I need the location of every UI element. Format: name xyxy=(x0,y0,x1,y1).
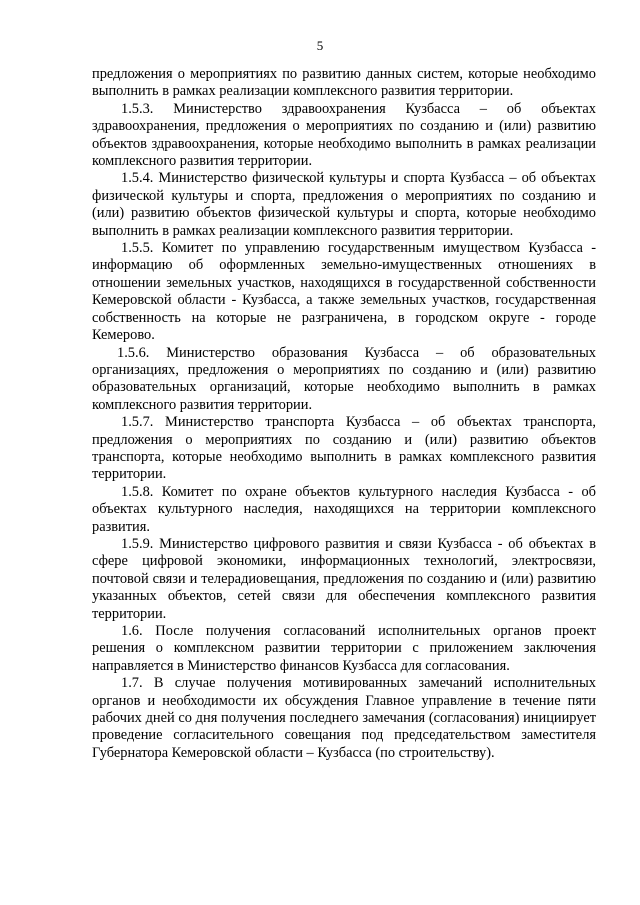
paragraph-1-5-3: 1.5.3. Министерство здравоохранения Кузбасса – об объектах здравоохранения, предложения о мероприятиях по созданию и (или) развитию объектов здравоохранения, которые необходимо выполнить в рамках реализации комплексного развития территории. xyxy=(92,100,596,170)
paragraph-1-5-6: 1.5.6. Министерство образования Кузбасса – об образовательных организациях, предложения о мероприятиях по созданию и (или) развитию образовательных организаций, которые необходимо выполнить в рамках комплексного развития территории. xyxy=(92,344,596,413)
page-number: 5 xyxy=(316,38,324,53)
paragraph-continuation: предложения о мероприятиях по развитию данных систем, которые необходимо выполнить в рамках реализации комплексного развития территории. xyxy=(92,66,596,100)
paragraph-1-5-8: 1.5.8. Комитет по охране объектов культурного наследия Кузбасса - об объектах культурного наследия, находящихся на территории комплексного развития. xyxy=(92,483,596,535)
paragraph-1-5-9: 1.5.9. Министерство цифрового развития и связи Кузбасса - об объектах в сфере цифровой экономики, информационных технологий, электросвязи, почтовой связи и телерадиовещания, предложения по созданию и (или) развитию указанных объектов, сетей связи для обеспечения комплексного развития территории. xyxy=(92,535,596,622)
paragraph-1-5-4: 1.5.4. Министерство физической культуры и спорта Кузбасса – об объектах физической культуры и спорта, предложения о мероприятиях по созданию и (или) развитию объектов физической культуры и спорта, которые необходимо выполнить в рамках реализации комплексного развития территории. xyxy=(92,170,596,239)
document-body xyxy=(92,66,596,762)
paragraph-1-6: 1.6. После получения согласований исполнительных органов проект решения о комплексном развитии территории с приложением заключения направляется в Министерство финансов Кузбасса для согласования. xyxy=(92,623,596,674)
paragraph-1-5-7: 1.5.7. Министерство транспорта Кузбасса – об объектах транспорта, предложения о мероприятиях по созданию и (или) развитию объектов транспорта, которые необходимо выполнить в рамках комплексного развития территории. xyxy=(92,414,596,483)
paragraph-1-7: 1.7. В случае получения мотивированных замечаний исполнительных органов и необходимости их обсуждения Главное управление в течение пяти рабочих дней со дня получения последнего замечания (согласования) инициирует проведение согласительного совещания под председательством заместителя Губернатора Кемеровской области – Кузбасса (по строительству). xyxy=(92,675,596,761)
paragraph-1-5-5: 1.5.5. Комитет по управлению государственным имуществом Кузбасса - информацию об оформленных земельно-имущественных отношениях в отношении земельных участков, находящихся в государственной собственности Кемеровской области - Кузбасса, а также земельных участков, государственная собственность на которые не разграничена, в городском округе - городе Кемерово. xyxy=(92,240,596,344)
